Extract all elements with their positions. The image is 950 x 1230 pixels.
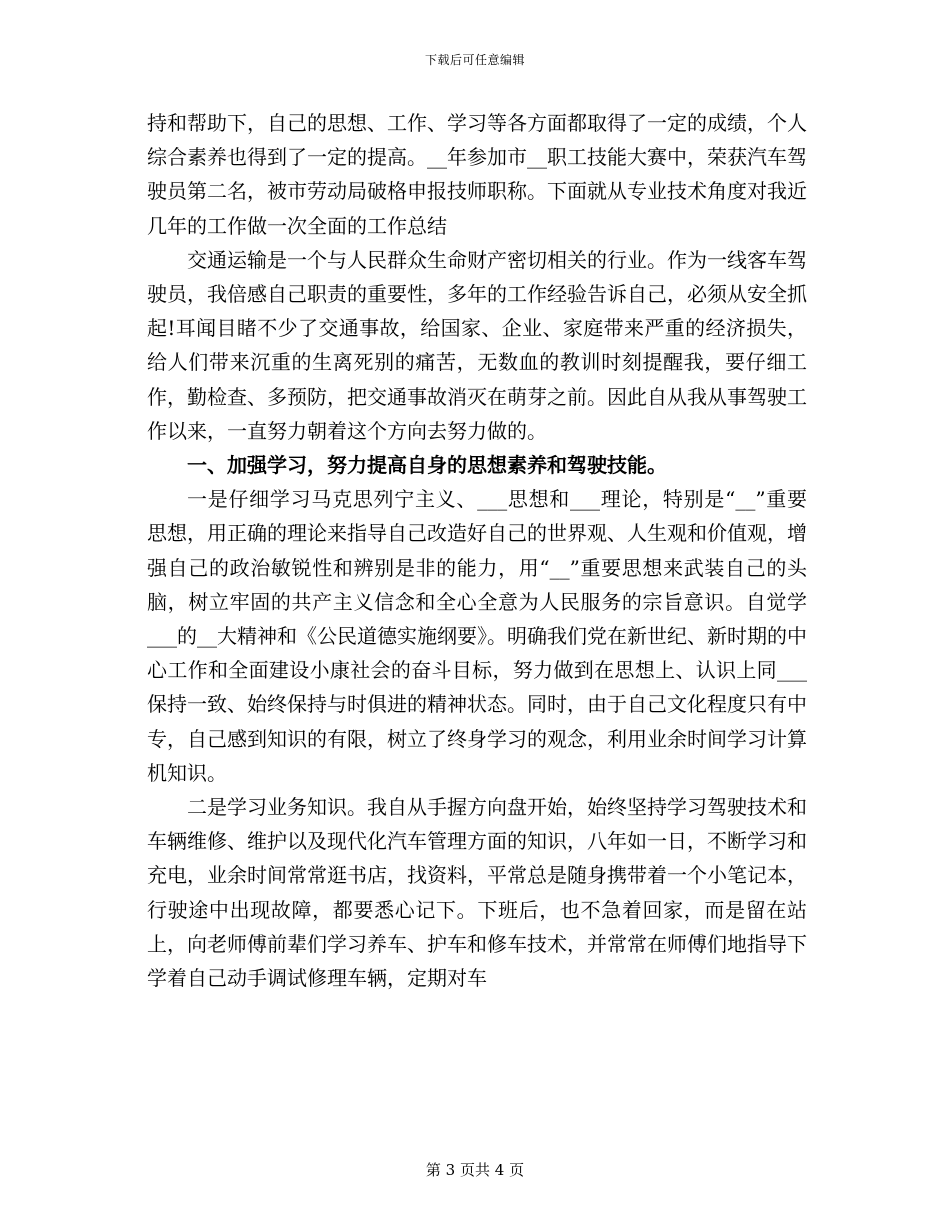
document-body [147,106,807,995]
paragraph-continuation: 持和帮助下，自己的思想、工作、学习等各方面都取得了一定的成绩，个人综合素养也得到了一定的提高。__年参加市__职工技能大赛中，荣获汽车驾驶员第二名，被市劳动局破格申报技师职称。下面就从专业技术角度对我近几年的工作做一次全面的工作总结 [147,111,807,238]
paragraph-political-study: 一是仔细学习马克思列宁主义、___思想和___理论，特别是“__”重要思想，用正确的理论来指导自己改造好自己的世界观、人生观和价值观，增强自己的政治敏锐性和辨别是非的能力，用“__”重要思想来武装自己的头脑，树立牢固的共产主义信念和全心全意为人民服务的宗旨意识。自觉学___的__大精神和《公民道德实施纲要》。明确我们党在新世纪、新时期的中心工作和全面建设小康社会的奋斗目标，努力做到在思想上、认识上同___保持一致、始终保持与时俱进的精神状态。同时，由于自己文化程度只有中专，自己感到知识的有限，树立了终身学习的观念，利用业余时间学习计算机知识。 [147,487,807,785]
paragraph-business-study: 二是学习业务知识。我自从手握方向盘开始，始终坚持学习驾驶技术和车辆维修、维护以及现代化汽车管理方面的知识，八年如一日，不断学习和充电，业余时间常常逛书店，找资料，平常总是随身携带着一个小笔记本，行驶途中出现故障，都要悉心记下。下班后，也不急着回家，而是留在站上，向老师傅前辈们学习养车、护车和修车技术，并常常在师傅们地指导下学着自己动手调试修理车辆，定期对车 [147,795,807,991]
paragraph-safety: 交通运输是一个与人民群众生命财产密切相关的行业。作为一线客车驾驶员，我倍感自己职责的重要性，多年的工作经验告诉自己，必须从安全抓起!耳闻目睹不少了交通事故，给国家、企业、家庭带来严重的经济损失，给人们带来沉重的生离死别的痛苦，无数血的教训时刻提醒我，要仔细工作，勤检查、多预防，把交通事故消灭在萌芽之前。因此自从我从事驾驶工作以来，一直努力朝着这个方向去努力做的。 [147,247,807,443]
header-note: 下载后可任意编辑 [424,53,525,67]
page-number: 第 3 页共 4 页 [425,1161,525,1179]
section-heading: 一、加强学习，努力提高自身的思想素养和驾驶技能。 [187,453,667,478]
